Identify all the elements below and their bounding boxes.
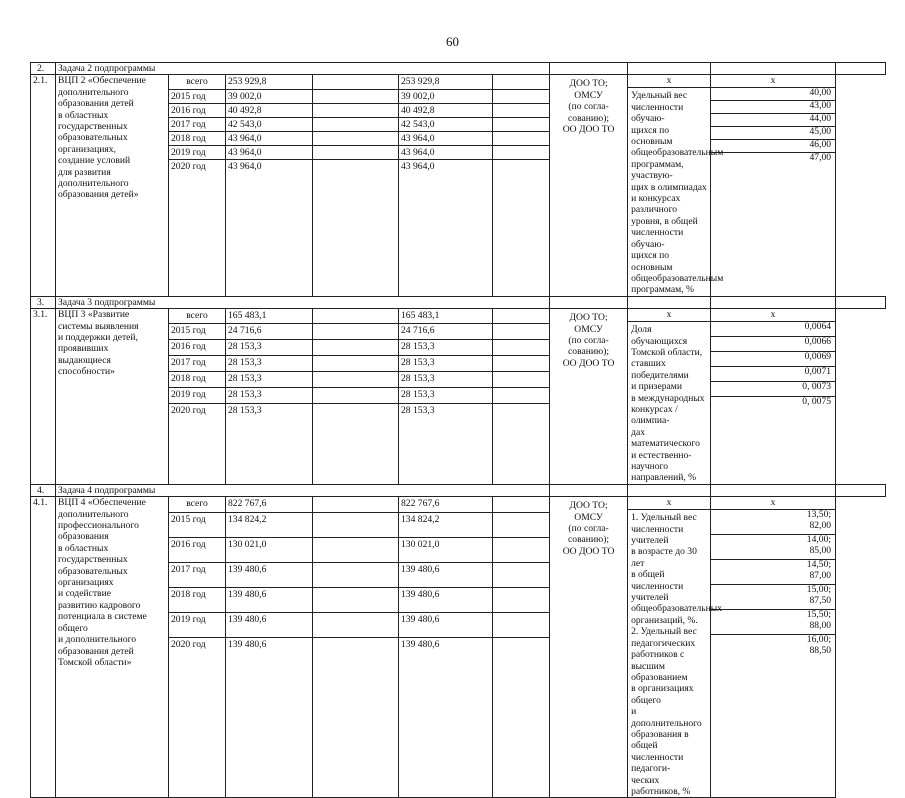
empty-subcell: [493, 372, 549, 388]
executor: ДОО ТО; ОМСУ (по согла- сованию); ОО ДОО ТО: [550, 75, 628, 296]
indicator-cell: [628, 75, 724, 296]
period-subcell: 2020 год: [171, 405, 206, 417]
total-subcell: 24 716,6: [226, 324, 312, 340]
period-subcell: 2017 год: [169, 356, 225, 372]
total-subcell: 130 021,0: [226, 538, 312, 563]
empty-subcell: [313, 132, 398, 146]
budget-subcell: 139 480,6: [399, 563, 492, 588]
period-subcell: 2015 год: [169, 513, 225, 538]
indicator-cell: [628, 497, 723, 798]
total-column: [226, 75, 313, 296]
total-subcell: 43 964,0: [228, 161, 262, 173]
empty-subcell: [313, 588, 398, 613]
empty-cell: [550, 296, 628, 308]
values-stack: [711, 510, 835, 659]
empty-column: [313, 75, 399, 296]
task-title: Задача 4 подпрограммы: [56, 484, 550, 496]
cell-stack: [226, 497, 312, 715]
empty-cell: [628, 63, 711, 75]
empty-subcell: [493, 75, 549, 90]
empty-subcell: [313, 513, 398, 538]
period-subcell: 2019 год: [169, 388, 225, 404]
budget-subcell: 42 543,0: [399, 118, 492, 132]
empty-subcell: [493, 90, 549, 104]
cell-stack: [226, 309, 312, 439]
period-subcell: 2016 год: [169, 340, 225, 356]
indicator-value: 16,00; 88,50: [806, 634, 832, 656]
budget-subcell: 40 492,8: [399, 104, 492, 118]
task-title: Задача 3 подпрограммы: [56, 296, 550, 308]
total-subcell: 134 824,2: [226, 513, 312, 538]
program-row: [31, 75, 886, 296]
empty-subcell: [493, 118, 549, 132]
empty-subcell: [493, 538, 549, 563]
empty-subcell: [313, 146, 398, 160]
period-subcell: 2015 год: [169, 90, 225, 104]
total-subcell: 28 153,3: [226, 356, 312, 372]
indicator-value: 0, 0073: [711, 382, 835, 397]
period-subcell: всего: [169, 75, 225, 90]
empty-subcell: [493, 563, 549, 588]
period-subcell: 2016 год: [169, 104, 225, 118]
cell-stack: [169, 497, 225, 715]
program-number: 2.1.: [31, 75, 56, 296]
indicator-value: 0, 0075: [802, 396, 832, 408]
period-subcell: 2019 год: [169, 146, 225, 160]
empty-subcell: [493, 340, 549, 356]
indicator-x: х: [628, 497, 710, 510]
program-name: ВЦП 4 «Обеспечение дополнительного профессионального образования в областных государственных образовательных организациях и содействие развитию кадрового потенциала в системе общего и дополнительного образования детей Томской области»: [56, 497, 169, 798]
budget-column: [399, 497, 493, 798]
indicator-value: 15,00; 87,50: [711, 585, 835, 610]
empty-subcell: [313, 356, 398, 372]
empty-subcell: [493, 613, 549, 638]
indicator-value: 44,00: [711, 114, 835, 127]
empty-column: [493, 497, 550, 798]
task-header-row: [31, 296, 886, 308]
empty-cell: [836, 484, 886, 496]
empty-subcell: [313, 309, 398, 324]
empty-subcell: [313, 638, 398, 715]
empty-subcell: [313, 340, 398, 356]
indicator-value: 43,00: [711, 101, 835, 114]
indicator-value: 0,0071: [711, 367, 835, 382]
values-cell: [711, 497, 836, 798]
empty-subcell: [313, 324, 398, 340]
empty-subcell: [493, 309, 549, 324]
program-row: [31, 497, 886, 798]
value-x: х: [711, 497, 835, 510]
empty-subcell: [493, 513, 549, 538]
total-subcell: 28 153,3: [228, 405, 262, 417]
program-number: 3.1.: [31, 309, 56, 485]
program-name: ВЦП 3 «Развитие системы выявления и поддержки детей, проявивших выдающиеся способности»: [56, 309, 169, 485]
indicator-cell: [628, 309, 711, 485]
budget-subcell: 28 153,3: [399, 372, 492, 388]
program-row: [31, 309, 886, 485]
empty-subcell: [313, 104, 398, 118]
indicator-text: 1. Удельный вес численности учителей в возрасте до 30 лет в общей численности учителей общеобразовательных организаций, %. 2. Удельный вес педагогических работников с высшим образованием в организациях общего и дополнительного образования в общей численности педагоги- ческих работников, %: [631, 512, 723, 797]
value-x: х: [711, 75, 835, 88]
task-header-row: [31, 63, 886, 75]
cell-stack: [493, 75, 549, 243]
budget-subcell: 139 480,6: [399, 588, 492, 613]
empty-cell: [711, 296, 836, 308]
empty-subcell: [313, 538, 398, 563]
indicator-text: Доля обучающихся Томской области, ставших победителями и призерами в международных конкурсах / олимпиа- дах математического и естественно-научного направлений, %: [631, 324, 705, 484]
total-subcell: 139 480,6: [228, 639, 267, 651]
empty-subcell: [493, 160, 549, 243]
empty-cell: [550, 484, 628, 496]
cell-stack: [169, 75, 225, 243]
total-subcell: 43 964,0: [226, 132, 312, 146]
budget-subcell: 28 153,3: [399, 340, 492, 356]
periods-column: [169, 75, 226, 296]
total-subcell: 43 964,0: [226, 146, 312, 160]
values-stack: [711, 322, 835, 411]
total-subcell: 165 483,1: [226, 309, 312, 324]
cell-stack: [313, 497, 398, 715]
budget-subcell: 28 153,3: [399, 356, 492, 372]
budget-subcell: 165 483,1: [399, 309, 492, 324]
empty-cell: [711, 484, 836, 496]
budget-subcell: 24 716,6: [399, 324, 492, 340]
empty-subcell: [493, 132, 549, 146]
executor: ДОО ТО; ОМСУ (по согла- сованию); ОО ДОО ТО: [550, 497, 628, 798]
indicator-value: 13,50; 82,00: [711, 510, 835, 535]
empty-subcell: [493, 324, 549, 340]
period-subcell: всего: [169, 309, 225, 324]
budget-subcell: 43 964,0: [401, 161, 435, 173]
period-subcell: 2018 год: [169, 132, 225, 146]
values-cell: [711, 75, 836, 296]
empty-subcell: [313, 75, 398, 90]
task-number: 3.: [31, 296, 56, 308]
empty-subcell: [493, 388, 549, 404]
empty-cell: [711, 63, 836, 75]
empty-subcell: [493, 404, 549, 439]
budget-subcell: 139 480,6: [399, 613, 492, 638]
empty-subcell: [493, 104, 549, 118]
budget-subcell: 253 929,8: [399, 75, 492, 90]
cell-stack: [399, 309, 492, 439]
empty-subcell: [493, 638, 549, 715]
period-subcell: всего: [169, 497, 225, 513]
period-subcell: 2017 год: [169, 118, 225, 132]
total-subcell: 28 153,3: [226, 340, 312, 356]
empty-subcell: [493, 146, 549, 160]
total-column: [226, 497, 313, 798]
indicator-x: х: [628, 309, 710, 322]
periods-column: [169, 309, 226, 485]
indicator-value: 14,00; 85,00: [711, 535, 835, 560]
indicator-value: 0,0069: [711, 352, 835, 367]
value-x: х: [711, 309, 835, 322]
cell-stack: [493, 309, 549, 439]
indicator-value: 0,0066: [711, 337, 835, 352]
indicator-value: 45,00: [711, 127, 835, 140]
period-subcell: 2018 год: [169, 588, 225, 613]
budget-subcell: 43 964,0: [399, 132, 492, 146]
total-subcell: 42 543,0: [226, 118, 312, 132]
indicator-value: 14,50; 87,00: [711, 560, 835, 585]
indicator-value: 0,0064: [711, 322, 835, 337]
empty-cell: [836, 63, 886, 75]
total-column: [226, 309, 313, 485]
empty-subcell: [313, 372, 398, 388]
total-subcell: 40 492,8: [226, 104, 312, 118]
indicator-value: 47,00: [809, 152, 832, 164]
total-subcell: 139 480,6: [226, 613, 312, 638]
indicator-x: х: [628, 75, 710, 88]
budget-column: [399, 75, 493, 296]
task-header-row: [31, 484, 886, 496]
total-subcell: 39 002,0: [226, 90, 312, 104]
periods-column: [169, 497, 226, 798]
empty-cell: [550, 63, 628, 75]
empty-cell: [628, 484, 711, 496]
budget-subcell: 28 153,3: [399, 388, 492, 404]
empty-cell: [836, 296, 886, 308]
total-subcell: 139 480,6: [226, 563, 312, 588]
budget-subcell: 822 767,6: [399, 497, 492, 513]
empty-subcell: [313, 497, 398, 513]
period-subcell: 2017 год: [169, 563, 225, 588]
task-number: 4.: [31, 484, 56, 496]
indicator-text: Удельный вес численности обучаю- щихся по основным общеобразовательным программам, участвую- щих в олимпиадах и конкурсах различного уровня, в общей численности обучаю- щихся по основным общеобразовательным программам, %: [631, 90, 724, 296]
budget-subcell: 43 964,0: [399, 146, 492, 160]
budget-subcell: 130 021,0: [399, 538, 492, 563]
values-stack: [711, 88, 835, 165]
period-subcell: 2019 год: [169, 613, 225, 638]
page-number: 60: [446, 34, 459, 49]
empty-subcell: [313, 404, 398, 439]
empty-subcell: [493, 588, 549, 613]
total-subcell: 822 767,6: [226, 497, 312, 513]
empty-subcell: [313, 118, 398, 132]
budget-subcell: 139 480,6: [401, 639, 440, 651]
empty-cell: [628, 296, 711, 308]
total-subcell: 253 929,8: [226, 75, 312, 90]
total-subcell: 28 153,3: [226, 388, 312, 404]
period-subcell: 2018 год: [169, 372, 225, 388]
empty-subcell: [313, 563, 398, 588]
cell-stack: [399, 497, 492, 715]
empty-subcell: [313, 160, 398, 243]
program-name: ВЦП 2 «Обеспечение дополнительного образования детей в областных государственных образовательных организациях, создание условий для развития дополнительного образования детей»: [56, 75, 169, 296]
task-title: Задача 2 подпрограммы: [56, 63, 550, 75]
cell-stack: [169, 309, 225, 439]
indicator-value: 15,50; 88,00: [711, 610, 835, 635]
total-subcell: 28 153,3: [226, 372, 312, 388]
empty-column: [313, 497, 399, 798]
program-number: 4.1.: [31, 497, 56, 798]
period-subcell: 2015 год: [169, 324, 225, 340]
empty-column: [313, 309, 399, 485]
empty-column: [493, 75, 550, 296]
budget-column: [399, 309, 493, 485]
indicator-value: 40,00: [711, 88, 835, 101]
period-subcell: 2020 год: [171, 639, 206, 651]
total-subcell: 139 480,6: [226, 588, 312, 613]
cell-stack: [226, 75, 312, 243]
period-subcell: 2016 год: [169, 538, 225, 563]
values-cell: [711, 309, 836, 485]
budget-subcell: 134 824,2: [399, 513, 492, 538]
indicator-value: 46,00: [711, 140, 835, 153]
task-number: 2.: [31, 63, 56, 75]
cell-stack: [493, 497, 549, 715]
empty-column: [493, 309, 550, 485]
cell-stack: [313, 75, 398, 243]
empty-subcell: [313, 90, 398, 104]
empty-subcell: [493, 497, 549, 513]
cell-stack: [313, 309, 398, 439]
period-subcell: 2020 год: [171, 161, 206, 173]
budget-subcell: 39 002,0: [399, 90, 492, 104]
cell-stack: [399, 75, 492, 243]
program-table: [30, 62, 886, 798]
budget-subcell: 28 153,3: [401, 405, 435, 417]
empty-subcell: [313, 388, 398, 404]
empty-subcell: [313, 613, 398, 638]
executor: ДОО ТО; ОМСУ (по согла- сованию); ОО ДОО ТО: [550, 309, 628, 485]
empty-subcell: [493, 356, 549, 372]
